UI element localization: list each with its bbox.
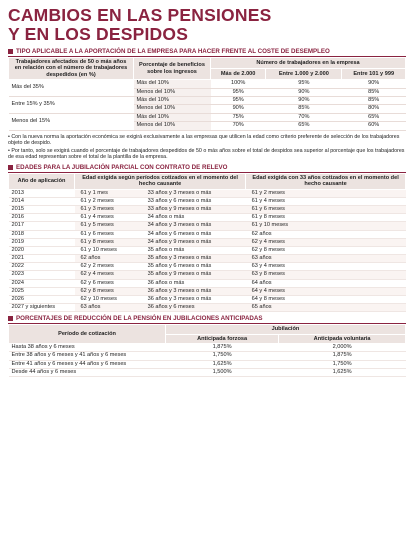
value-cell: 65% (342, 113, 406, 121)
period-cell: 35 años y 3 meses o más (142, 255, 246, 263)
year-cell: 2025 (9, 287, 75, 295)
table-row (9, 279, 406, 287)
group-label: Menos del 15% (9, 113, 134, 130)
age-cell: 62 y 2 meses (75, 263, 142, 271)
year-cell: 2018 (9, 230, 75, 238)
table-row (9, 230, 406, 238)
section3-heading-text: PORCENTAJES DE REDUCCIÓN DE LA PENSIÓN EN JUBILACIONES ANTICIPADAS (16, 315, 263, 323)
notes-list (8, 134, 406, 161)
table-row (9, 214, 406, 222)
table-row (9, 113, 406, 121)
age-cell: 62 y 4 meses (75, 271, 142, 279)
table-row (9, 222, 406, 230)
col-header-age-33-years: Edad exigida con 33 años cotizados en el momento del hecho causante (246, 174, 406, 190)
forced-pct-cell: 1,500% (166, 368, 279, 376)
year-cell: 2023 (9, 271, 75, 279)
age-cell: 61 y 6 meses (75, 230, 142, 238)
period-cell: 36 años y 3 meses o más (142, 295, 246, 303)
square-bullet-icon (8, 165, 13, 170)
table-row (9, 189, 406, 197)
period-cell: Desde 44 años y 6 meses (9, 368, 166, 376)
period-cell: Entre 41 años y 6 meses y 44 años y 6 meses (9, 360, 166, 368)
value-cell: 95% (266, 80, 342, 88)
subheader-101-999: Entre 101 y 999 (342, 69, 406, 80)
col-header-forced: Anticipada forzosa (166, 334, 279, 343)
year-cell: 2016 (9, 214, 75, 222)
age-cell: 61 y 8 meses (75, 238, 142, 246)
period-cell: 34 años y 3 meses o más (142, 222, 246, 230)
value-cell: 95% (211, 97, 266, 105)
period-cell: 36 años y 6 meses (142, 304, 246, 312)
age-33-cell: 61 y 8 meses (246, 214, 406, 222)
age-33-cell: 61 y 4 meses (246, 198, 406, 206)
age-33-cell: 61 y 10 meses (246, 222, 406, 230)
age-cell: 61 y 10 meses (75, 246, 142, 254)
value-cell: 90% (266, 97, 342, 105)
value-cell: 70% (211, 122, 266, 130)
subheader-1000-2000: Entre 1.000 y 2.000 (266, 69, 342, 80)
table-row (9, 238, 406, 246)
voluntary-pct-cell: 1,625% (279, 368, 406, 376)
early-retirement-table (8, 324, 406, 377)
period-cell: Entre 38 años y 6 meses y 41 años y 6 meses (9, 352, 166, 360)
age-33-cell: 61 y 2 meses (246, 189, 406, 197)
age-33-cell: 64 y 4 meses (246, 287, 406, 295)
section2-heading-text: EDADES PARA LA JUBILACIÓN PARCIAL CON CONTRATO DE RELEVO (16, 164, 228, 172)
age-cell: 61 y 5 meses (75, 222, 142, 230)
year-cell: 2022 (9, 263, 75, 271)
benefit-label: Más del 10% (134, 113, 211, 121)
age-cell: 62 y 6 meses (75, 279, 142, 287)
age-cell: 62 y 10 meses (75, 295, 142, 303)
col-header-benefits: Porcentaje de beneficios sobre los ingresos (134, 58, 211, 80)
age-cell: 63 años (75, 304, 142, 312)
period-cell: 36 años o más (142, 279, 246, 287)
year-cell: 2014 (9, 198, 75, 206)
value-cell: 80% (342, 105, 406, 113)
year-cell: 2026 (9, 295, 75, 303)
partial-retirement-table (8, 173, 406, 312)
table-row (9, 295, 406, 303)
title-line-2: Y EN LOS DESPIDOS (8, 24, 189, 44)
col-header-period: Período de cotización (9, 325, 166, 344)
table-row (9, 97, 406, 105)
value-cell: 75% (211, 113, 266, 121)
contribution-table (8, 57, 406, 131)
voluntary-pct-cell: 2,000% (279, 344, 406, 352)
age-cell: 61 y 2 meses (75, 198, 142, 206)
year-cell: 2019 (9, 238, 75, 246)
note-item: • Por tanto, solo se exigirá cuando el porcentaje de trabajadores despedidos de 50 o más años sobre el total de despidos sea superior al porcentaje que los trabajadores de esa edad representan sobre el total de la plantilla de la empresa. (8, 147, 405, 161)
value-cell: 100% (211, 80, 266, 88)
forced-pct-cell: 1,875% (166, 344, 279, 352)
age-cell: 62 años (75, 255, 142, 263)
group-label: Entre 15% y 35% (9, 97, 134, 114)
table-row (9, 255, 406, 263)
benefit-label: Más del 10% (134, 80, 211, 88)
section2-heading (8, 164, 406, 173)
col-header-workers: Número de trabajadores en la empresa (211, 58, 406, 69)
age-33-cell: 64 y 8 meses (246, 295, 406, 303)
forced-pct-cell: 1,625% (166, 360, 279, 368)
year-cell: 2015 (9, 206, 75, 214)
period-cell: 33 años y 9 meses o más (142, 206, 246, 214)
period-cell: Hasta 38 años y 6 meses (9, 344, 166, 352)
age-33-cell: 63 años (246, 255, 406, 263)
table-row (9, 368, 406, 376)
table-row (9, 360, 406, 368)
period-cell: 35 años y 9 meses o más (142, 271, 246, 279)
age-33-cell: 61 y 6 meses (246, 206, 406, 214)
benefit-label: Menos del 10% (134, 105, 211, 113)
col-header-required-age: Edad exigida según períodos cotizados en el momento del hecho causante (75, 174, 246, 190)
group-label: Más del 35% (9, 80, 134, 97)
period-cell: 36 años y 3 meses o más (142, 287, 246, 295)
year-cell: 2024 (9, 279, 75, 287)
value-cell: 70% (266, 113, 342, 121)
period-cell: 34 años o más (142, 214, 246, 222)
period-cell: 35 años o más (142, 246, 246, 254)
value-cell: 85% (342, 97, 406, 105)
col-header-jubilacion: Jubilación (166, 325, 406, 334)
table-row (9, 80, 406, 88)
year-cell: 2013 (9, 189, 75, 197)
year-cell: 2021 (9, 255, 75, 263)
table-row (9, 304, 406, 312)
table-row (9, 271, 406, 279)
subheader-over-2000: Más de 2.000 (211, 69, 266, 80)
table-row (9, 263, 406, 271)
age-cell: 61 y 4 meses (75, 214, 142, 222)
age-cell: 62 y 8 meses (75, 287, 142, 295)
period-cell: 34 años y 6 meses o más (142, 230, 246, 238)
benefit-label: Menos del 10% (134, 88, 211, 96)
table-row (9, 287, 406, 295)
note-item: • Con la nueva norma la aportación económica se exigirá exclusivamente a las empresas que utilicen la edad como criterio preferente de selección de los trabajadores objeto de despido. (8, 133, 400, 147)
benefit-label: Menos del 10% (134, 122, 211, 130)
period-cell: 33 años y 3 meses o más (142, 189, 246, 197)
period-cell: 33 años y 6 meses o más (142, 198, 246, 206)
col-header-affected: Trabajadores afectados de 50 o más años en relación con el número de trabajadores despedidos (en %) (9, 58, 134, 80)
age-33-cell: 63 y 8 meses (246, 271, 406, 279)
table-row (9, 344, 406, 352)
year-cell: 2017 (9, 222, 75, 230)
value-cell: 90% (266, 88, 342, 96)
value-cell: 90% (211, 105, 266, 113)
age-cell: 61 y 1 mes (75, 189, 142, 197)
year-cell: 2027 y siguientes (9, 304, 75, 312)
age-33-cell: 62 y 8 meses (246, 246, 406, 254)
age-cell: 61 y 3 meses (75, 206, 142, 214)
voluntary-pct-cell: 1,750% (279, 360, 406, 368)
page-title (8, 6, 406, 44)
forced-pct-cell: 1,750% (166, 352, 279, 360)
period-cell: 35 años y 6 meses o más (142, 263, 246, 271)
table-row (9, 206, 406, 214)
value-cell: 65% (266, 122, 342, 130)
square-bullet-icon (8, 49, 13, 54)
section1-heading-text: TIPO APLICABLE A LA APORTACIÓN DE LA EMPRESA PARA HACER FRENTE AL COSTE DE DESEMPLEO (16, 48, 330, 55)
section1-heading (8, 48, 406, 57)
table-row (9, 198, 406, 206)
col-header-voluntary: Anticipada voluntaria (279, 334, 406, 343)
section3-heading (8, 315, 406, 324)
title-line-1: CAMBIOS EN LAS PENSIONES (8, 5, 272, 25)
benefit-label: Más del 10% (134, 97, 211, 105)
age-33-cell: 62 años (246, 230, 406, 238)
age-33-cell: 64 años (246, 279, 406, 287)
value-cell: 85% (266, 105, 342, 113)
year-cell: 2020 (9, 246, 75, 254)
age-33-cell: 65 años (246, 304, 406, 312)
value-cell: 95% (211, 88, 266, 96)
age-33-cell: 63 y 4 meses (246, 263, 406, 271)
table-row (9, 246, 406, 254)
square-bullet-icon (8, 316, 13, 321)
age-33-cell: 62 y 4 meses (246, 238, 406, 246)
voluntary-pct-cell: 1,875% (279, 352, 406, 360)
value-cell: 90% (342, 80, 406, 88)
col-header-year: Año de aplicación (9, 174, 75, 190)
table-row (9, 352, 406, 360)
value-cell: 85% (342, 88, 406, 96)
period-cell: 34 años y 9 meses o más (142, 238, 246, 246)
value-cell: 60% (342, 122, 406, 130)
